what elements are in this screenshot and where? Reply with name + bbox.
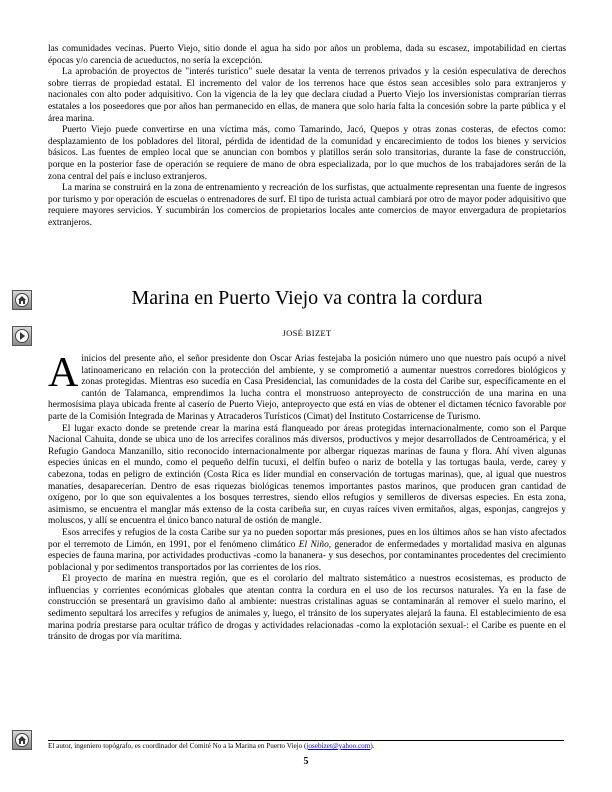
author-email-link[interactable]: josebizet@yahoo.com xyxy=(306,742,371,750)
footnote-text: El autor, ingeniero topógrafo, es coordinador del Comité No a la Marina en Puerto Viejo ( xyxy=(48,742,307,750)
home-button-top[interactable] xyxy=(12,290,32,310)
home-button-bottom[interactable] xyxy=(12,730,32,750)
drop-cap: A xyxy=(48,350,79,396)
article-paragraph-3-start: Esos arrecifes y refugios de la costa Caribe sur ya no pueden soportar más presiones, pues en los últimos años se han visto afectados por el terremoto de Limón, en 1991, por el fenómeno climático xyxy=(48,527,566,550)
article-paragraph-3 xyxy=(48,528,566,574)
page-number: 5 xyxy=(303,756,309,767)
article-paragraph-2: El lugar exacto donde se pretende crear la marina está flanqueado por áreas protegidas internacionalmente, como son el Parque Nacional Cahuita, donde se ubica uno de los arrecifes coralinos más diversos, productivos y mejor desarrollados de Centroamérica, y el Refugio Gandoca Manzanillo, sitio reconocido internacionalmente por albergar riquezas marinas de fauna y flora. Ahí viven algunas especies únicas en el mundo, como el pequeño delfín tucuxi, el delfín bufeo o nariz de botella y las tortugas baula, verde, carey y cabezona, todas en peligro de extinción (Costa Rica es líder mundial en conservación de tortugas marinas), que, al igual que nuestros manatíes, desaparecerían. Dentro de esas riquezas biológicas tenemos importantes pastos marinos, que producen gran cantidad de oxígeno, por lo que son equivalentes a los bosques terrestres, siendo ellos refugios y semilleros de diversas especies. En esta zona, asimismo, se encuentra el manglar más extenso de la costa caribeña sur, en cuyas raíces viven ermitaños, algas, esponjas, cangrejos y moluscos, y allí se encuentra el único banco natural de ostión de mangle. xyxy=(48,423,566,527)
home-icon xyxy=(15,733,29,747)
article-paragraph-1 xyxy=(48,350,566,424)
intro-paragraph-1: las comunidades vecinas. Puerto Viejo, sitio donde el agua ha sido por años un problema, dada su escasez, impotabilidad en ciertas épocas y/o carencia de acueductos, no sería la excepción. xyxy=(48,44,566,66)
article-body xyxy=(48,350,566,644)
play-icon xyxy=(15,329,29,343)
next-article-button[interactable] xyxy=(12,326,32,346)
article-paragraph-4: El proyecto de marina en nuestra región, que es el corolario del maltrato sistemático a nuestros ecosistemas, es producto de influencias y corrientes económicas globales que atentan contra la cordura en el uso de los recursos naturales. Ya en la fase de construcción se presentará un gravísimo daño al ambiente: nuestras cristalinas aguas se contaminarán al remover el suelo marino, el sedimento sepultará los arrecifes y refugios de animales y, luego, el tránsito de los superyates alejará la fauna. El establecimiento de esa marina podría prestarse para ocultar tráfico de drogas y actividades relacionadas -como la explotación sexual-: el Caribe es puente en el tránsito de drogas por vía marítima. xyxy=(48,574,566,643)
article-paragraph-1-text: inicios del presente año, el señor presidente don Oscar Arias festejaba la posición número uno que nuestro país ocupó a nivel latinoamericano en relación con la protección del ambiente, y se comprometió a aumentar nuestros corredores biológicos y zonas protegidas. Mientras eso sucedía en Casa Presidencial, las comunidades de la costa del Caribe sur, específicamente en el cantón de Talamanca, emprendimos la lucha contra el monstruoso anteproyecto de construcción de una marina en una hermosísima playa ubicada frente al caserío de Puerto Viejo, anteproyecto que está en vías de obtener el dictamen técnico favorable por parte de la Comisión Integrada de Marinas y Atracaderos Turísticos (Cimat) del Instituto Costarricense de Turismo. xyxy=(48,354,566,422)
footnote xyxy=(48,742,566,751)
article-author: JOSÉ BIZET xyxy=(282,328,332,338)
article-title: Marina en Puerto Viejo va contra la cordura xyxy=(131,287,483,309)
home-icon xyxy=(15,293,29,307)
footnote-divider xyxy=(48,740,564,741)
el-nino-italic: El Niño xyxy=(298,539,329,550)
intro-paragraph-3: Puerto Viejo puede convertirse en una víctima más, como Tamarindo, Jacó, Quepos y otras zonas costeras, de efectos como: desplazamiento de los pobladores del litoral, pérdida de identidad de la comunidad y encarecimiento de todos los bienes y servicios básicos. Las fuentes de empleo local que se anuncian con bombos y platillos serán solo transitorias, durante la fase de construcción, porque en la posterior fase de operación se requiere de mano de obra especializada, por lo que muchos de los trabajadores serán de la zona central del país e incluso extranjeros. xyxy=(48,125,566,182)
intro-paragraph-4: La marina se construirá en la zona de entrenamiento y recreación de los surfistas, que actualmente representan una fuente de ingresos por turismo y por operación de escuelas o entrenadores de surf. El tipo de turista actual cambiará por otro de mayor poder adquisitivo que requiere mayores servicios. Y sucumbirán los comercios de propietarios locales ante comercios de mayor envergadura de propietarios extranjeros. xyxy=(48,183,566,228)
intro-paragraph-2: La aprobación de proyectos de "interés turístico" suele desatar la venta de terrenos privados y la cesión especulativa de derechos sobre tierras de propiedad estatal. El incremento del valor de los terrenos hace que éstos sean accesibles solo para extranjeros y nacionales con alto poder adquisitivo. Con la vigencia de la ley que declara ciudad a Puerto Viejo los inversionistas comprarían tierras estatales a los poseedores que por años han permanecido en ellas, de manera que solo haría falta la concesión sobre la parte pública y el área marina. xyxy=(48,67,566,124)
footnote-close: ). xyxy=(370,742,375,750)
intro-text xyxy=(48,44,566,230)
article-paragraph-3-end: , generador de enfermedades y mortalidad masiva en algunas especies de fauna marina, por actividades productivas -como la bananera- y sus desechos, por contaminantes procedentes del crecimiento poblacional y por sedimentos transportados por las corrientes de los ríos. xyxy=(48,539,566,573)
